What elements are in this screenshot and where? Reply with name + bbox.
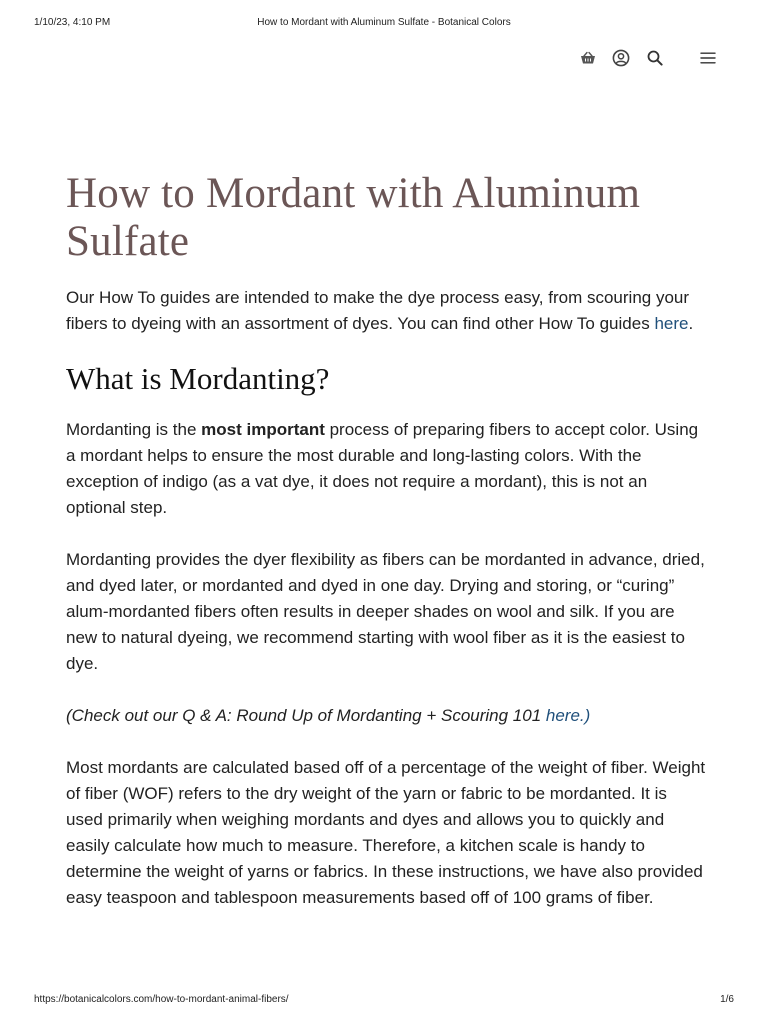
print-datetime: 1/10/23, 4:10 PM <box>34 17 111 28</box>
intro-paragraph <box>66 285 706 337</box>
print-footer <box>34 994 734 1008</box>
p1-after: process of preparing fibers to accept color. Using a mordant helps to ensure the most durable and long-lasting colors. With the exception of indigo (as a vat dye, it does not require a mordant), this is not an optional step. <box>66 420 699 517</box>
p1-bold: most important <box>201 420 325 439</box>
print-header <box>34 17 734 31</box>
p1-before: Mordanting is the <box>66 420 202 439</box>
print-document-title: How to Mordant with Aluminum Sulfate - Botanical Colors <box>257 17 511 28</box>
qa-roundup-paragraph <box>66 703 706 729</box>
site-header-icons <box>578 47 718 69</box>
basket-icon[interactable] <box>578 48 598 68</box>
weight-of-fiber-paragraph: Most mordants are calculated based off of a percentage of the weight of fiber. Weight of fiber (WOF) refers to the dry weight of the yarn or fabric to be mordanted. It is used primarily when weighing mordants and dyes and allows you to quickly and easily calculate how much to measure. Therefore, a kitchen scale is handy to determine the weight of yarns or fabrics. In these instructions, we have also provided easy teaspoon and tablespoon measurements based off of 100 grams of fiber. <box>66 758 706 907</box>
mordanting-paragraph-1 <box>66 417 706 521</box>
how-to-guides-link[interactable]: here <box>654 314 689 333</box>
p3-text: (Check out our Q & A: Round Up of Mordanting + Scouring 101 <box>66 706 546 725</box>
article <box>66 170 706 911</box>
mordanting-paragraph-2: Mordanting provides the dyer flexibility as fibers can be mordanted in advance, dried, and dyed later, or mordanted and dyed in one day. Drying and storing, or “curing” alum-mordanted fibers often results in deeper shades on wool and silk. If you are new to natural dyeing, we recommend starting with wool fiber as it is the easiest to dye. <box>66 550 705 673</box>
qa-roundup-link[interactable]: here.) <box>545 706 591 725</box>
print-page-number: 1/6 <box>720 994 734 1005</box>
page-title: How to Mordant with Aluminum Sulfate <box>66 170 641 265</box>
user-icon[interactable] <box>611 48 631 68</box>
section-heading: What is Mordanting? <box>66 361 330 396</box>
search-icon[interactable] <box>645 48 665 68</box>
menu-icon[interactable] <box>698 48 718 68</box>
intro-end: . <box>688 314 694 333</box>
print-url: https://botanicalcolors.com/how-to-mordant-animal-fibers/ <box>34 994 289 1005</box>
intro-text: Our How To guides are intended to make the dye process easy, from scouring your fibers to dyeing with an assortment of dyes. You can find other How To guides <box>66 288 690 333</box>
